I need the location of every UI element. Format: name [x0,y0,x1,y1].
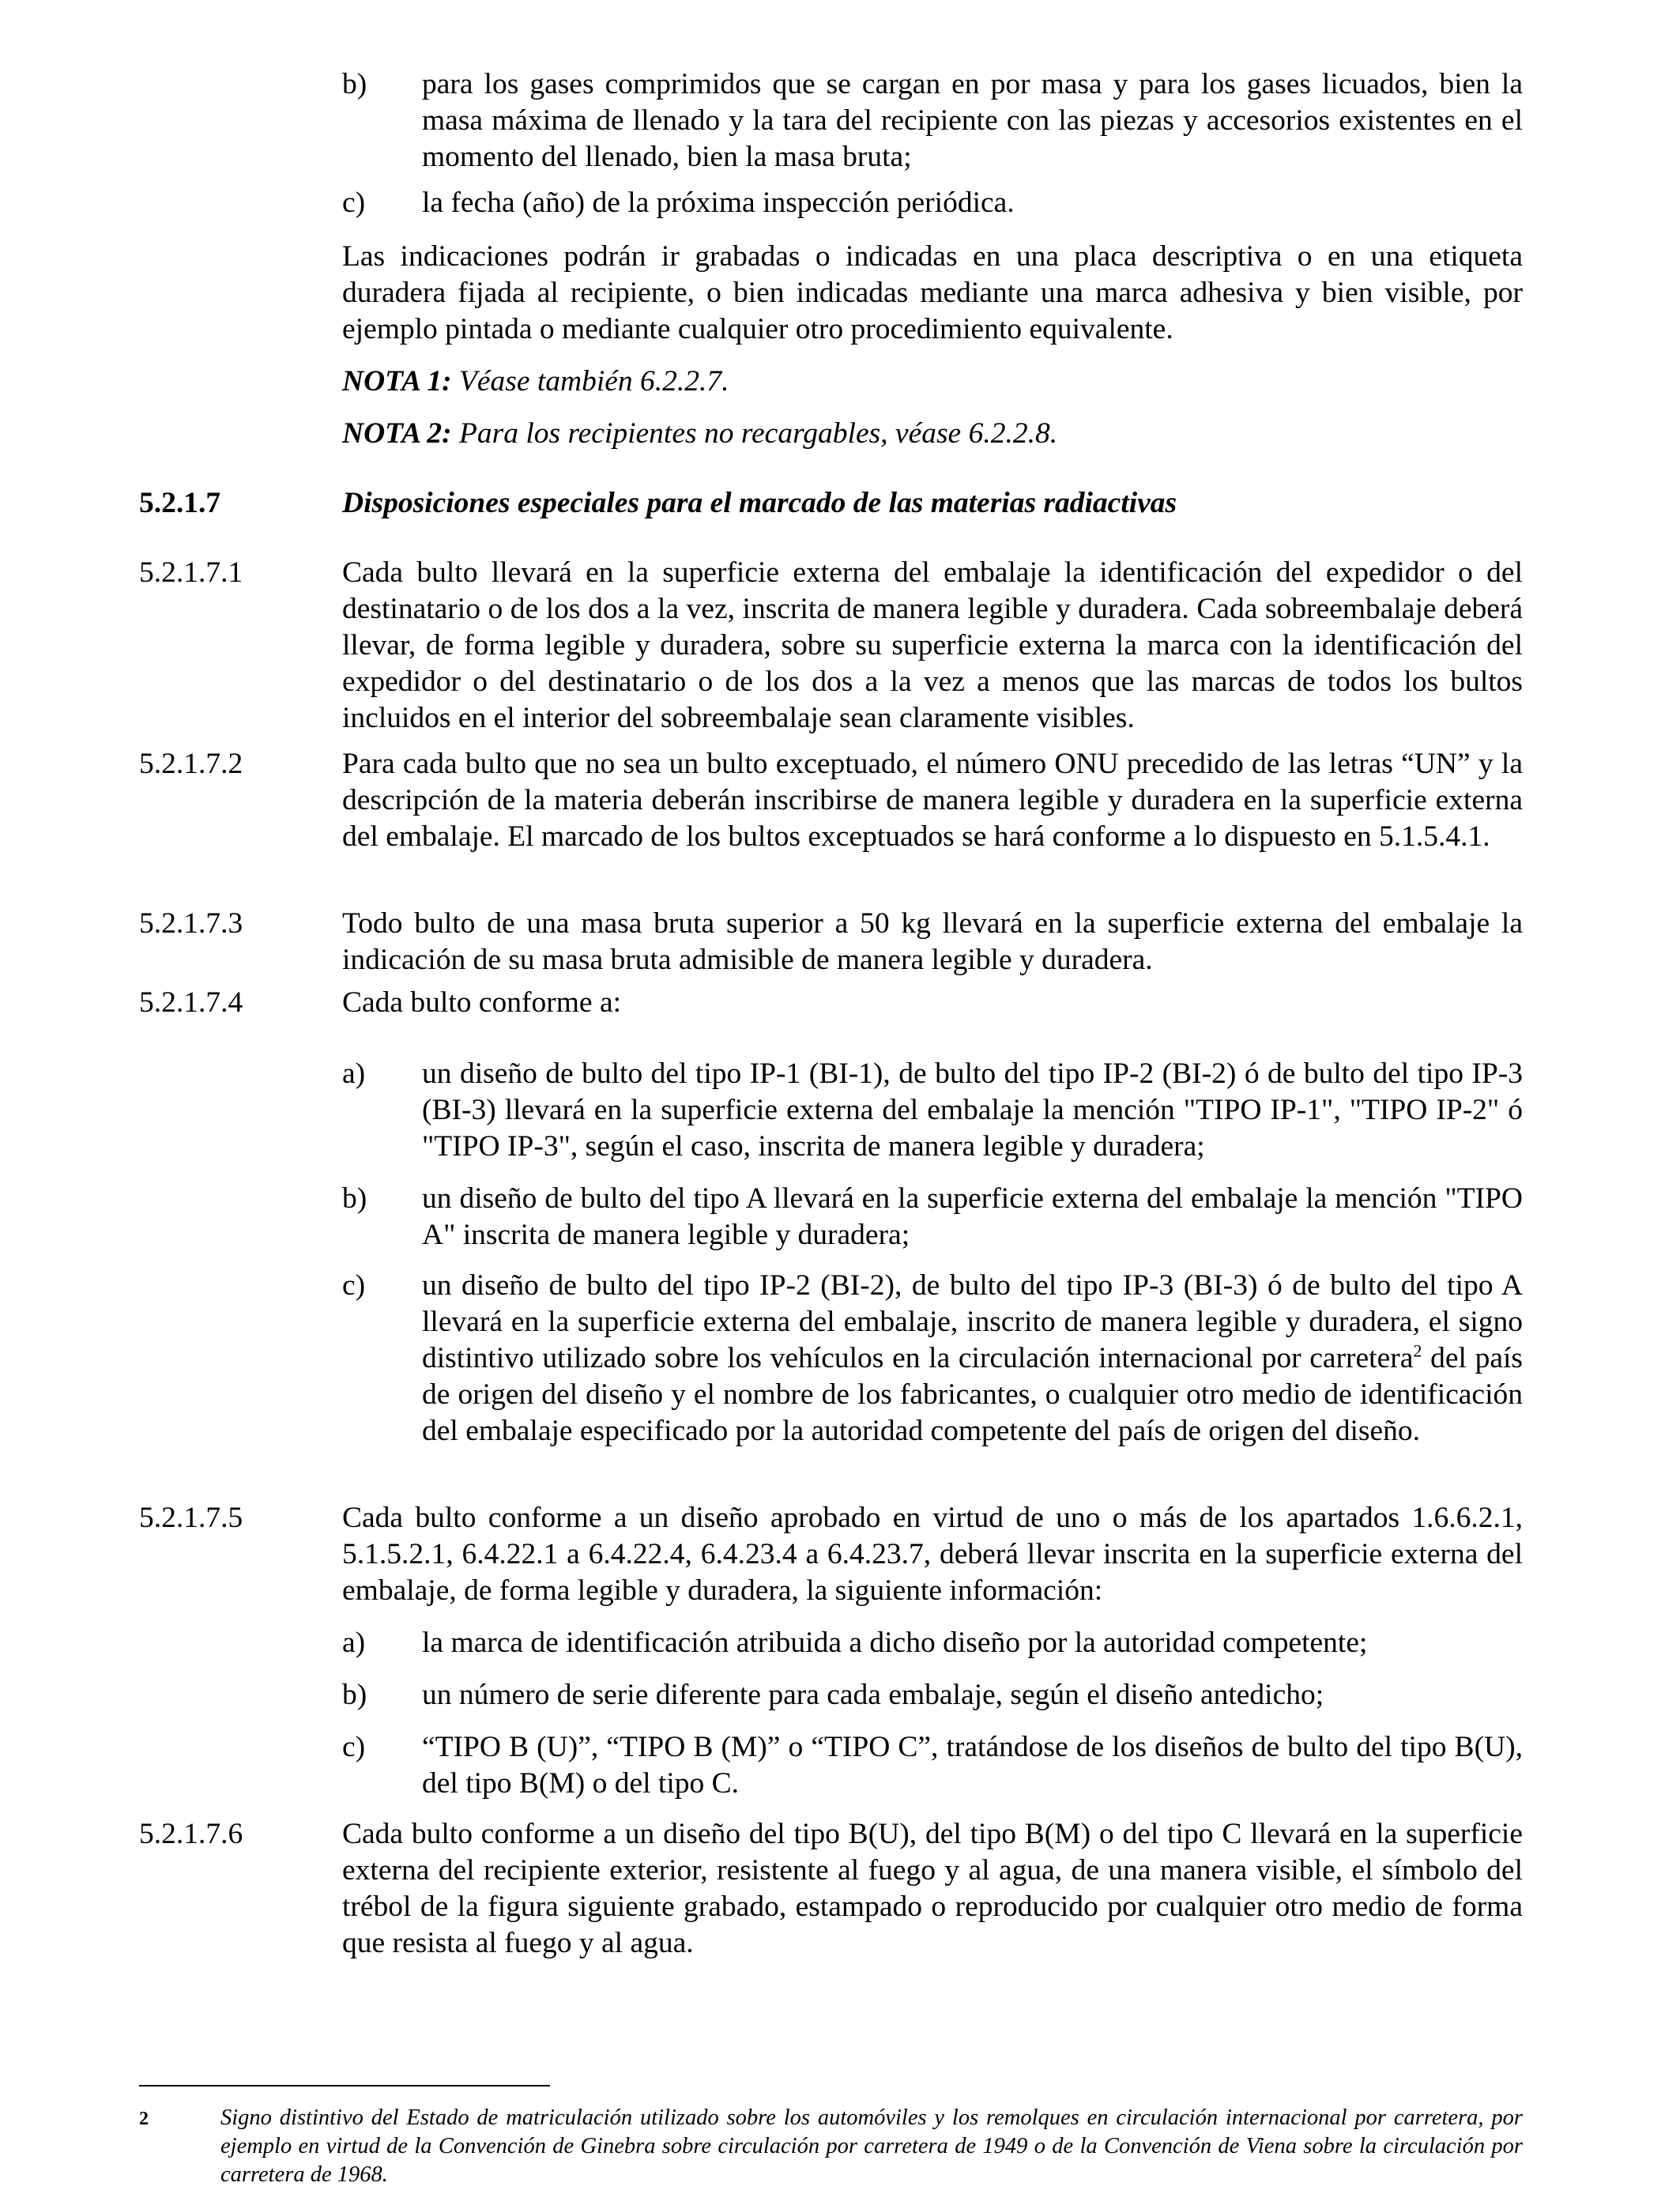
subsection-number: 5.2.1.7.2 [139,748,243,780]
section-number: 5.2.1.7 [139,487,221,519]
list-item-letter: a) [342,1057,366,1090]
note-1 [342,364,1523,400]
list-item-letter: b) [342,68,367,100]
note-label: NOTA 2: [342,417,452,450]
footnote-reference[interactable]: 2 [1413,1340,1422,1361]
list-item-text: “TIPO B (U)”, “TIPO B (M)” o “TIPO C”, tratándose de los diseños de bulto del tipo B(U), del tipo B(M) o del tipo C. [422,1731,1523,1800]
subsection-text: Cada bulto conforme a un diseño aprobado en virtud de uno o más de los apartados 1.6.6.2.1, 5.1.5.2.1, 6.4.22.1 a 6.4.22.4, 6.4.23.4 a 6.4.23.7, deberá llevar inscrita en la superficie externa del embalaje, de forma legible y duradera, la siguiente información: [342,1502,1523,1607]
note-text: Para los recipientes no recargables, véase 6.2.2.8. [451,417,1058,450]
subsection-number: 5.2.1.7.6 [139,1818,243,1850]
footnote-mark: 2 [139,2109,149,2129]
list-item-text: la marca de identificación atribuida a dicho diseño por la autoridad competente; [422,1627,1368,1659]
list-item-text: un número de serie diferente para cada embalaje, según el diseño antedicho; [422,1679,1324,1711]
note-2 [342,416,1523,452]
list-item-letter: c) [342,1269,366,1302]
subsection-text: Para cada bulto que no sea un bulto exceptuado, el número ONU precedido de las letras “UN” y la descripción de la materia deberán inscribirse de manera legible y duradera en la superficie externa del embalaje. El marcado de los bultos exceptuados se hará conforme a lo dispuesto en 5.1.5.4.1. [342,748,1523,853]
subsection-text: Todo bulto de una masa bruta superior a 50 kg llevará en la superficie externa del embalaje la indicación de su masa bruta admisible de manera legible y duradera. [342,907,1523,976]
list-item-text-part: del país de origen del diseño y el nombre de los fabricantes, o cualquier otro medio de identificación del embalaje especificado por la autoridad competente del país de origen del diseño. [422,1342,1523,1447]
subsection-text: Cada bulto llevará en la superficie externa del embalaje la identificación del expedidor o del destinatario o de los dos a la vez, inscrita de manera legible y duradera. Cada sobreembalaje deberá llevar, de forma legible y duradera, sobre su superficie externa la marca con la identificación del expedidor o del destinatario o de los dos a la vez a menos que las marcas de todos los bultos incluidos en el interior del sobreembalaje sean claramente visibles. [342,556,1523,734]
list-item-letter: c) [342,187,366,219]
list-item-text: para los gases comprimidos que se cargan en por masa y para los gases licuados, bien la masa máxima de llenado y la tara del recipiente con las piezas y accesorios existentes en el momento del llenado, bien la masa bruta; [422,68,1523,173]
note-text: Véase también 6.2.2.7. [451,365,729,398]
list-item-text: un diseño de bulto del tipo IP-1 (BI-1), de bulto del tipo IP-2 (BI-2) ó de bulto del tipo IP-3 (BI-3) llevará en la superficie externa del embalaje la mención "TIPO IP-1", "TIPO IP-2" ó "TIPO IP-3", según el caso, inscrita de manera legible y duradera; [422,1057,1523,1163]
footnote-separator [139,2085,550,2087]
list-item-text [422,1268,1523,1449]
list-item-letter: a) [342,1627,366,1659]
list-item-letter: b) [342,1679,367,1711]
subsection-text: Cada bulto conforme a un diseño del tipo B(U), del tipo B(M) o del tipo C llevará en la superficie externa del recipiente exterior, resistente al fuego y al agua, de una manera visible, el símbolo del trébol de la figura siguiente grabado, estampado o reproducido por cualquier otro medio de forma que resista al fuego y al agua. [342,1818,1523,1959]
indications-paragraph: Las indicaciones podrán ir grabadas o indicadas en una placa descriptiva o en una etiqueta duradera fijada al recipiente, o bien indicadas mediante una marca adhesiva y bien visible, por ejemplo pintada o mediante cualquier otro procedimiento equivalente. [342,240,1523,345]
subsection-number: 5.2.1.7.5 [139,1502,243,1534]
list-item-text-part: un diseño de bulto del tipo IP-2 (BI-2), de bulto del tipo IP-3 (BI-3) ó de bulto del tipo A llevará en la superficie externa del embalaje, inscrito de manera legible y duradera, el signo distintivo utilizado sobre los vehículos en la circulación internacional por carretera [422,1269,1523,1374]
list-item-letter: c) [342,1731,366,1763]
list-item-text: un diseño de bulto del tipo A llevará en la superficie externa del embalaje la mención "TIPO A" inscrita de manera legible y duradera; [422,1182,1523,1251]
footnote-text: Signo distintivo del Estado de matriculación utilizado sobre los automóviles y los remolques en circulación internacional por carretera, por ejemplo en virtud de la Convención de Ginebra sobre circulación por carretera de 1949 o de la Convención de Viena sobre la circulación por carretera de 1968. [220,2105,1523,2187]
section-title: Disposiciones especiales para el marcado de las materias radiactivas [342,487,1177,519]
list-item-text: la fecha (año) de la próxima inspección periódica. [422,187,1015,219]
subsection-number: 5.2.1.7.4 [139,986,243,1019]
subsection-number: 5.2.1.7.1 [139,556,243,589]
list-item-letter: b) [342,1182,367,1215]
subsection-text: Cada bulto conforme a: [342,986,622,1019]
subsection-number: 5.2.1.7.3 [139,907,243,940]
note-label: NOTA 1: [342,365,452,398]
